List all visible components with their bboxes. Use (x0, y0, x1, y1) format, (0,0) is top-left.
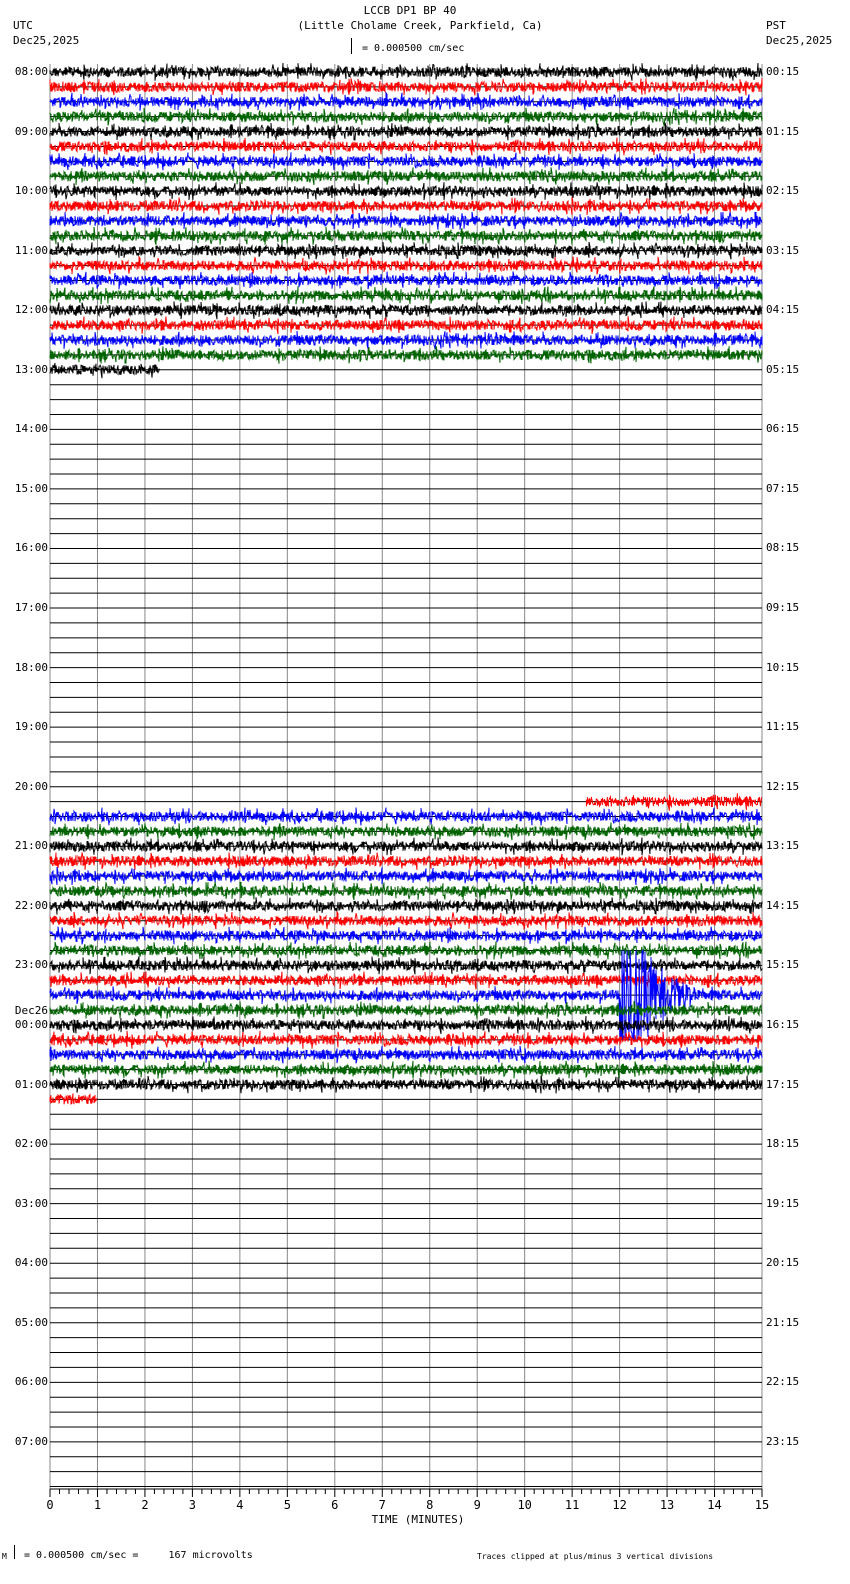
utc-hour-label: 16:00 (14, 541, 48, 555)
x-tick-label: 7 (378, 1498, 386, 1512)
seismic-trace (50, 123, 762, 141)
pst-hour-label: 21:15 (766, 1315, 800, 1329)
seismic-trace (50, 78, 762, 95)
seismic-trace (50, 852, 762, 870)
x-tick-label: 14 (707, 1498, 722, 1512)
x-tick-label: 4 (236, 1498, 244, 1512)
pst-label: PST (766, 19, 786, 32)
utc-hour-label: 07:00 (14, 1434, 48, 1448)
x-tick-label: 8 (426, 1498, 434, 1512)
utc-hour-label: 22:00 (14, 898, 48, 912)
footer-scale-text: = 0.000500 cm/sec = 167 microvolts (24, 1550, 253, 1561)
x-tick-label: 2 (141, 1498, 149, 1512)
seismic-trace (50, 227, 762, 245)
seismic-trace (50, 257, 762, 275)
pst-hour-label: 17:15 (766, 1077, 800, 1091)
pst-hour-label: 13:15 (766, 839, 800, 853)
utc-hour-label: 12:00 (14, 303, 48, 317)
utc-hour-label: 04:00 (14, 1256, 48, 1270)
seismic-trace (50, 197, 762, 215)
pst-hour-label: 11:15 (766, 720, 800, 734)
x-tick-label: 6 (331, 1498, 339, 1512)
utc-hour-label: 23:00 (14, 958, 48, 972)
seismic-trace (50, 942, 762, 960)
chart-title: LCCB DP1 BP 40 (363, 4, 457, 17)
x-tick-label: 13 (659, 1498, 675, 1512)
seismic-trace (50, 1094, 97, 1105)
pst-hour-label: 02:15 (766, 184, 800, 198)
pst-hour-label: 04:15 (766, 303, 800, 317)
pst-hour-label: 07:15 (766, 481, 800, 495)
pst-hour-label: 15:15 (766, 958, 800, 972)
pst-date: Dec25,2025 (766, 34, 833, 47)
seismic-trace (50, 363, 159, 378)
x-tick-label: 9 (473, 1498, 481, 1512)
x-tick-label: 1 (93, 1498, 102, 1512)
x-axis-label: TIME (MINUTES) (371, 1513, 465, 1526)
pst-hour-label: 08:15 (766, 541, 800, 555)
pst-hour-label: 03:15 (766, 243, 800, 257)
scale-mark: M (2, 1552, 7, 1561)
utc-hour-label: 09:00 (14, 124, 48, 138)
utc-hour-label: 05:00 (14, 1315, 48, 1329)
pst-hour-label: 14:15 (766, 898, 800, 912)
seismic-trace (50, 316, 762, 334)
x-tick-label: 0 (46, 1498, 54, 1512)
pst-hour-label: 19:15 (766, 1196, 800, 1210)
x-tick-label: 10 (517, 1498, 532, 1512)
scale-text: = 0.000500 cm/sec (362, 43, 465, 54)
x-tick-label: 15 (754, 1498, 770, 1512)
seismic-trace (50, 1076, 762, 1094)
utc-hour-label: 10:00 (14, 184, 48, 198)
x-tick-label: 3 (188, 1498, 197, 1512)
x-tick-label: 11 (564, 1498, 580, 1512)
utc-hour-label: 19:00 (14, 720, 48, 734)
seismic-trace (50, 93, 762, 111)
pst-hour-label: 22:15 (766, 1375, 800, 1389)
utc-hour-label: 03:00 (14, 1196, 48, 1210)
pst-hour-label: 01:15 (766, 124, 800, 138)
seismic-trace (586, 793, 761, 810)
x-tick-label: 12 (612, 1498, 627, 1512)
pst-hour-label: 16:15 (766, 1017, 800, 1031)
utc-hour-label: 14:00 (14, 422, 48, 436)
pst-hour-label: 05:15 (766, 362, 800, 376)
utc-hour-label: 02:00 (14, 1137, 48, 1151)
pst-hour-label: 10:15 (766, 660, 800, 674)
utc-label: UTC (13, 19, 33, 32)
clip-note: Traces clipped at plus/minus 3 vertical divisions (477, 1552, 714, 1561)
seismic-trace (50, 1061, 762, 1079)
utc-hour-label: 17:00 (14, 601, 48, 615)
pst-hour-label: 20:15 (766, 1256, 800, 1270)
pst-hour-label: 18:15 (766, 1137, 800, 1151)
utc-hour-label: 00:00 (14, 1017, 48, 1031)
seismic-trace (50, 912, 762, 930)
pst-hour-label: 09:15 (766, 601, 800, 615)
seismic-trace (50, 138, 762, 156)
pst-hour-label: 23:15 (766, 1434, 800, 1448)
footer-scale-bar-icon (14, 1545, 15, 1559)
chart-subtitle: (Little Cholame Creek, Parkfield, Ca) (297, 19, 543, 32)
pst-hour-label: 06:15 (766, 422, 800, 436)
utc-hour-label: 06:00 (14, 1375, 48, 1389)
seismic-trace (50, 808, 762, 826)
utc-hour-label: 11:00 (14, 243, 48, 257)
date-change-label: Dec26 (14, 1003, 48, 1017)
utc-hour-label: 08:00 (14, 65, 48, 78)
utc-hour-label: 20:00 (14, 779, 48, 793)
utc-hour-label: 13:00 (14, 362, 48, 376)
utc-hour-label: 15:00 (14, 481, 48, 495)
x-tick-label: 5 (283, 1498, 291, 1512)
utc-hour-label: 01:00 (14, 1077, 48, 1091)
pst-hour-label: 12:15 (766, 779, 800, 793)
utc-hour-label: 21:00 (14, 839, 48, 853)
utc-date: Dec25,2025 (13, 34, 80, 47)
pst-hour-label: 00:15 (766, 65, 800, 78)
utc-hour-label: 18:00 (14, 660, 48, 674)
seismic-trace (50, 167, 762, 185)
seismic-trace (50, 867, 762, 885)
